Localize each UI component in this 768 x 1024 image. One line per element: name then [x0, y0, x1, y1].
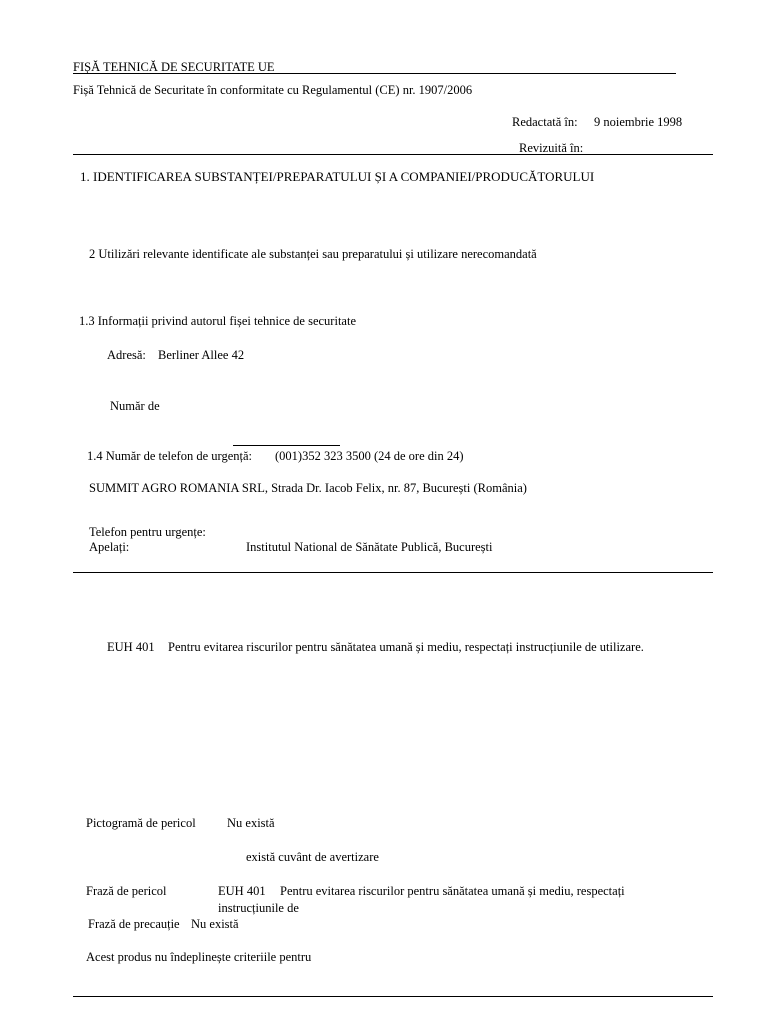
emergency-phone-label: Telefon pentru urgențe:: [89, 525, 206, 539]
euh-text: Pentru evitarea riscurilor pentru sănătatea umană și mediu, respectați instrucțiunile de utilizare.: [168, 640, 644, 654]
call-value: Institutul National de Sănătate Publică, București: [246, 540, 493, 554]
uses-heading: 2 Utilizări relevante identificate ale substanței sau preparatului și utilizare nerecomandată: [89, 247, 537, 261]
pictogram-value: Nu există: [227, 816, 275, 830]
address-label: Adresă:: [107, 348, 146, 362]
precaution-value: Nu există: [191, 917, 239, 931]
section1-heading: 1. IDENTIFICAREA SUBSTANȚEI/PREPARATULUI ȘI A COMPANIEI/PRODUCĂTORULUI: [80, 169, 595, 184]
hazard-phrase-text: Pentru evitarea riscurilor pentru sănătatea umană și mediu, respectați: [280, 884, 625, 898]
title-underline: [73, 73, 676, 74]
document-title: FIȘĂ TEHNICĂ DE SECURITATE UE: [73, 60, 275, 74]
document-subtitle: Fișă Tehnică de Securitate în conformitate cu Regulamentul (CE) nr. 1907/2006: [73, 83, 473, 97]
hazard-phrase-text-cont: instrucțiunile de: [218, 901, 299, 915]
number-field-line: [233, 445, 340, 446]
footer-divider: [73, 996, 713, 997]
supplier-heading: 1.3 Informații privind autorul fișei tehnice de securitate: [79, 314, 356, 328]
drafted-date: 9 noiembrie 1998: [594, 115, 683, 129]
signal-word: există cuvânt de avertizare: [246, 850, 379, 864]
hazard-phrase-code: EUH 401: [218, 884, 266, 898]
emergency-heading: 1.4 Număr de telefon de urgență:: [87, 449, 252, 463]
hazard-phrase-label: Frază de pericol: [86, 884, 167, 898]
drafted-label: Redactată în:: [512, 115, 578, 129]
pictogram-label: Pictogramă de pericol: [86, 816, 196, 830]
section1-divider: [73, 572, 713, 573]
criteria-text: Acest produs nu îndeplinește criteriile pentru: [86, 950, 312, 964]
revised-label: Revizuită în:: [519, 141, 584, 155]
emergency-number: (001)352 323 3500 (24 de ore din 24): [275, 449, 464, 463]
address-value: Berliner Allee 42: [158, 348, 245, 362]
header-divider: [73, 154, 713, 155]
euh-code: EUH 401: [107, 640, 155, 654]
company-line: SUMMIT AGRO ROMANIA SRL, Strada Dr. Iacob Felix, nr. 87, București (România): [89, 481, 527, 495]
call-label: Apelați:: [89, 540, 130, 554]
precaution-label: Frază de precauție: [88, 917, 180, 931]
number-label: Număr de: [110, 399, 160, 413]
